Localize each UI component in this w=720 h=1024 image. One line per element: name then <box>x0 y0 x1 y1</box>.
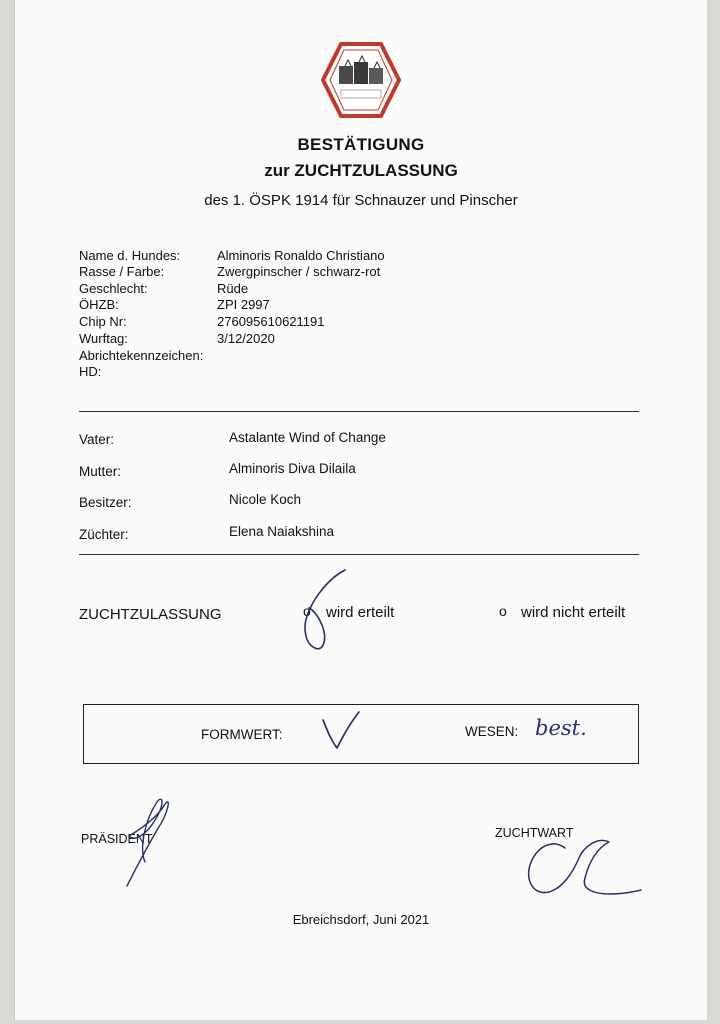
breeder-value: Elena Naiakshina <box>229 524 335 539</box>
field-label-birthdate: Wurftag: <box>79 331 128 346</box>
document-subtitle: des 1. ÖSPK 1914 für Schnauzer und Pinscher <box>204 192 518 209</box>
field-value-sex: Rüde <box>217 281 249 296</box>
field-label-ohzb: ÖHZB: <box>79 297 119 312</box>
owner-label: Besitzer: <box>79 495 132 510</box>
formwert-label: FORMWERT: <box>201 727 283 742</box>
field-value-ohzb: ZPI 2997 <box>217 297 270 312</box>
document-title: BESTÄTIGUNG <box>297 135 425 154</box>
document-page <box>14 0 708 1020</box>
field-label-sex: Geschlecht: <box>79 281 148 296</box>
handwritten-checkmark-icon <box>293 564 353 656</box>
field-value-breed: Zwergpinscher / schwarz-rot <box>217 264 381 279</box>
field-label-name: Name d. Hundes: <box>79 248 181 263</box>
wesen-label: WESEN: <box>465 724 519 739</box>
zuchtwart-label: ZUCHTWART <box>495 826 574 840</box>
president-label: PRÄSIDENT <box>81 832 153 846</box>
dam-value: Alminoris Diva Dilaila <box>229 461 356 476</box>
divider <box>79 411 639 412</box>
breeder-label: Züchter: <box>79 527 129 542</box>
owner-value: Nicole Koch <box>229 492 302 507</box>
field-value-chip: 276095610621191 <box>217 314 325 329</box>
option-granted: wird erteilt <box>326 604 395 621</box>
field-value-birthdate: 3/12/2020 <box>217 331 275 346</box>
sire-value: Astalante Wind of Change <box>229 430 386 445</box>
sire-label: Vater: <box>79 432 115 447</box>
option-denied-marker: o <box>499 603 507 619</box>
dam-label: Mutter: <box>79 464 122 479</box>
field-label-training: Abrichtekennzeichen: <box>79 348 204 363</box>
field-value-name: Alminoris Ronaldo Christiano <box>217 248 385 263</box>
field-label-chip: Chip Nr: <box>79 314 127 329</box>
place-date: Ebreichsdorf, Juni 2021 <box>292 912 430 927</box>
field-label-breed: Rasse / Farbe: <box>79 264 165 279</box>
wesen-handwritten-value: best. <box>535 716 587 740</box>
option-denied: wird nicht erteilt <box>521 604 626 621</box>
document-title-line2: zur ZUCHTZULASSUNG <box>264 161 458 180</box>
zuchtzulassung-label: ZUCHTZULASSUNG <box>79 606 222 623</box>
club-logo-icon <box>321 40 401 120</box>
zuchtwart-signature-icon <box>515 828 645 908</box>
handwritten-check-icon <box>315 710 363 752</box>
divider <box>79 554 639 555</box>
option-granted-marker: o <box>303 603 311 619</box>
field-label-hd: HD: <box>79 364 102 379</box>
president-signature-icon <box>105 790 185 890</box>
